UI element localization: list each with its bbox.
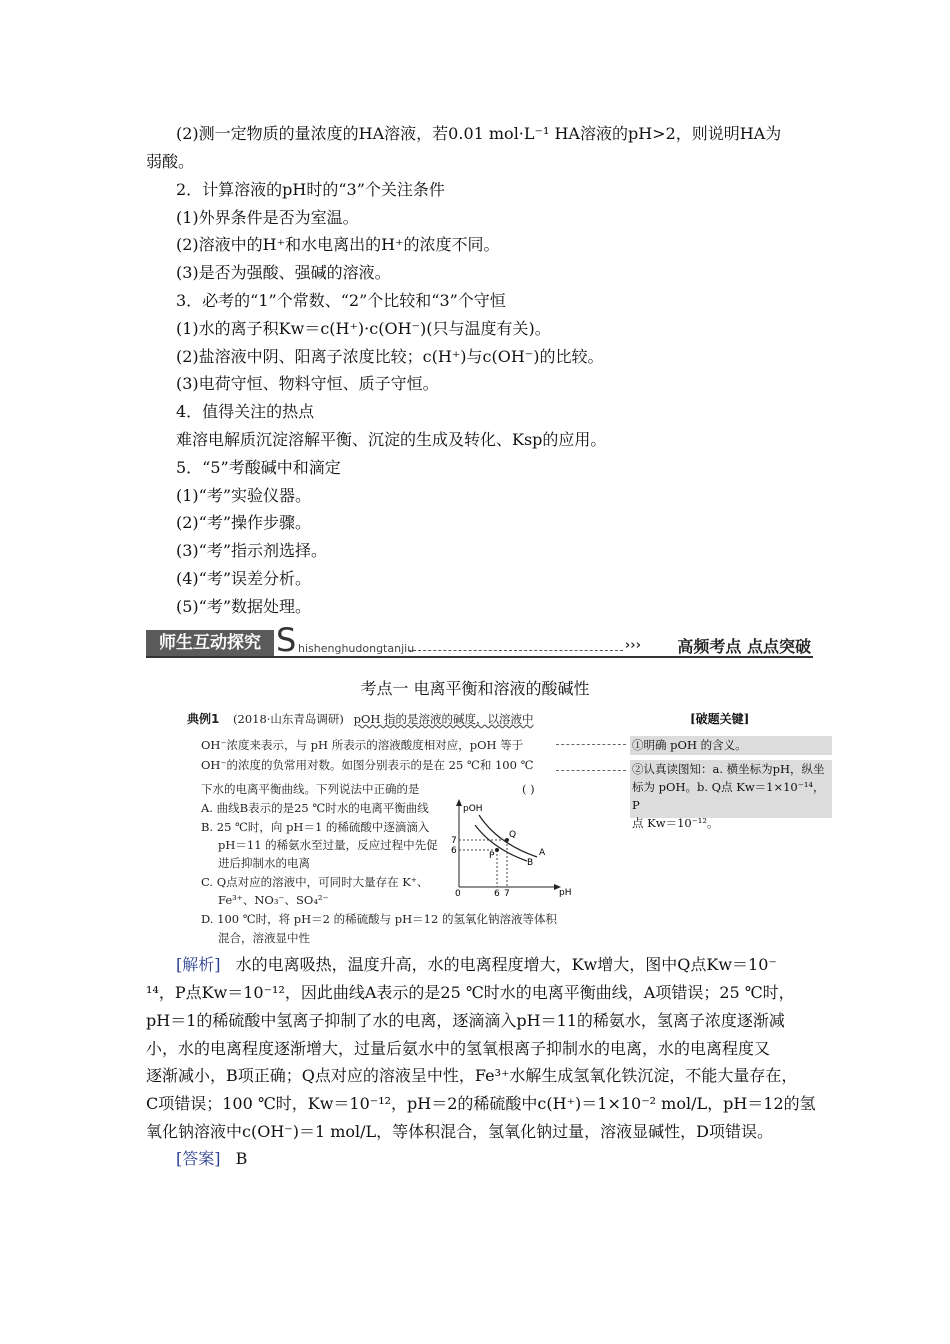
option-d: 混合，溶液显中性 [218,931,310,945]
text-line: 5．“5”考酸碱中和滴定 [176,458,341,477]
key-item-line: ②认真读图知：a. 横坐标为pH，纵坐 [632,762,825,776]
graph-y-label: pOH [463,804,483,814]
graph-tick: 7 [504,889,510,897]
analysis-line: pH＝1的稀硫酸中氢离子抑制了水的电离，逐滴滴入pH＝11的稀氨水，氢离子浓度逐渐减 [146,1011,785,1030]
option-b: pH＝11 的稀氨水至过量，反应过程中先促 [218,838,438,852]
curve-a [479,815,537,857]
key-item [630,760,832,830]
text-line: 3．必考的“1”个常数、“2”个比较和“3”个守恒 [176,291,506,310]
text-line: (1)外界条件是否为室温。 [176,208,359,227]
graph-origin: 0 [455,889,461,897]
curve-b-label: B [527,858,534,868]
banner-dashed-rule [408,650,623,651]
text-line: (2)盐溶液中阴、阳离子浓度比较；c(H⁺)与c(OH⁻)的比较。 [176,347,604,366]
analysis-line: 小，水的电离程度逐渐增大，过量后氨水中的氢氧根离子抑制水的电离，水的电离程度又 [146,1039,771,1058]
example-label: 典例1 [187,712,220,726]
text-line: (4)“考”误差分析。 [176,569,312,588]
option-c: Fe³⁺、NO₃⁻、SO₄²⁻ [218,893,329,907]
section-banner [146,621,813,659]
analysis-line: C项错误；100 ℃时，Kw＝10⁻¹²，pH＝2的稀硫酸中c(H⁺)＝1×10⁻² mol/L，pH＝12的氢 [146,1094,816,1113]
point-p-label: P [489,851,495,861]
graph-tick: 6 [451,846,457,856]
option-b: 进后抑制水的电离 [218,856,310,870]
example-question-line: pOH 指的是溶液的碱度，以溶液中 [353,712,534,726]
text-line: (2)测一定物质的量浓度的HA溶液，若0.01 mol·L⁻¹ HA溶液的pH>2，则说明HA为 [176,124,782,143]
text-line: (3)“考”指示剂选择。 [176,541,328,560]
analysis-line: ¹⁴，P点Kw＝10⁻¹²，因此曲线A表示的是25 ℃时水的电离平衡曲线，A项错误；25 ℃时， [146,983,795,1002]
text-line: (2)“考”操作步骤。 [176,513,312,532]
point-q-label: Q [509,830,517,840]
answer-value: B [235,1149,248,1168]
key-item-line: 点 Kw＝10⁻¹²。 [632,816,719,830]
point-p [495,848,499,852]
option-b: B. 25 ℃时，向 pH＝1 的稀硫酸中逐滴滴入 [201,820,430,834]
curve-a-label: A [539,848,546,858]
answer-tag: [答案] [176,1149,221,1168]
text-line: 2．计算溶液的pH时的“3”个关注条件 [176,180,445,199]
text-line: 4．值得关注的热点 [176,402,315,421]
banner-pinyin: hishenghudongtanjiu [298,642,415,655]
option-c: C. Q点对应的溶液中，可同时大量存在 K⁺、 [201,875,429,889]
banner-letter: S [276,621,297,659]
graph-tick: 7 [451,836,457,846]
analysis-text: 水的电离吸热，温度升高，水的电离程度增大，Kw增大，图中Q点Kw＝10⁻ [235,955,777,974]
analysis-tag: [解析] [176,955,221,974]
example-source: (2018·山东青岛调研) [233,712,344,726]
example-header [187,711,534,727]
example-question-line: OH⁻浓度来表示，与 pH 所表示的溶液酸度相对应，pOH 等于 [201,738,524,752]
poh-ph-graph [445,795,575,897]
answer-line [176,1149,247,1169]
option-a: A. 曲线B表示的是25 ℃时水的电离平衡曲线 [201,801,429,815]
connector-line [556,770,626,771]
banner-badge: 师生互动探究 [146,630,274,656]
text-line: (1)“考”实验仪器。 [176,486,312,505]
option-d: D. 100 ℃时，将 pH＝2 的稀硫酸与 pH＝12 的氢氧化钠溶液等体积 [201,912,557,926]
graph-x-label: pH [559,888,572,897]
example-question-line: 下水的电离平衡曲线。下列说法中正确的是 [201,782,420,796]
text-line: (1)水的离子积Kw＝c(H⁺)·c(OH⁻)(只与温度有关)。 [176,319,551,338]
text-line: (5)“考”数据处理。 [176,597,312,616]
text-line: (2)溶液中的H⁺和水电离出的H⁺的浓度不同。 [176,235,500,254]
connector-line [556,744,626,745]
key-title: [破题关键] [690,712,750,726]
key-item: ①明确 pOH 的含义。 [630,736,832,755]
banner-underline [146,656,813,658]
banner-arrows-icon: ››› [624,638,641,653]
section-title: 考点一 电离平衡和溶液的酸碱性 [360,679,590,698]
key-item-line: 标为 pOH。b. Q点 Kw＝1×10⁻¹⁴，P [632,780,825,812]
banner-right-title: 高频考点 点点突破 [677,637,811,656]
text-line: 弱酸。 [146,152,195,171]
text-line: (3)电荷守恒、物料守恒、质子守恒。 [176,374,439,393]
analysis-line: 逐渐减小，B项正确；Q点对应的溶液呈中性，Fe³⁺水解生成氢氧化铁沉淀，不能大量存在， [146,1066,798,1085]
analysis-line: 氧化钠溶液中c(OH⁻)＝1 mol/L，等体积混合，氢氧化钠过量，溶液显碱性，D项错误。 [146,1122,773,1141]
text-line: 难溶电解质沉淀溶解平衡、沉淀的生成及转化、Ksp的应用。 [176,430,607,449]
graph-tick: 6 [494,889,500,897]
curve-b [475,825,527,861]
answer-paren: ( ) [522,782,535,796]
analysis-line [176,955,777,975]
graph-y-arrow-icon [456,799,462,806]
text-line: (3)是否为强酸、强碱的溶液。 [176,263,391,282]
example-question-line: OH⁻的浓度的负常用对数。如图分别表示的是在 25 ℃和 100 ℃ [201,758,534,772]
